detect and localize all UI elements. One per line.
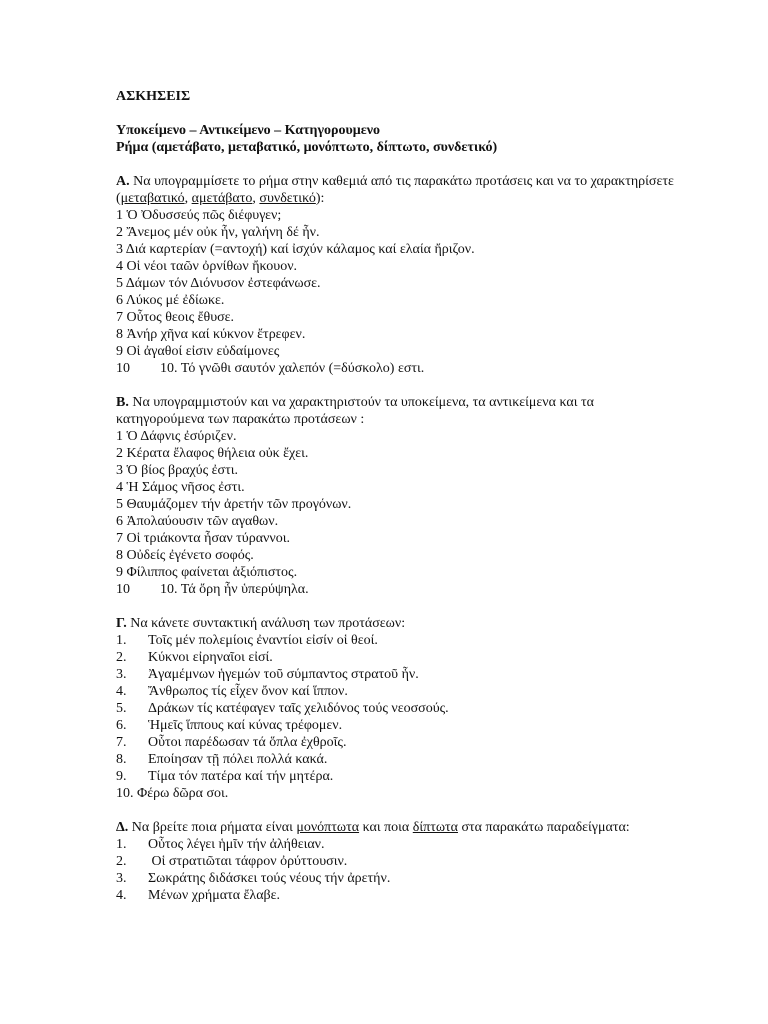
list-item (116, 513, 676, 530)
section-a-term-1: μεταβατικό (120, 191, 185, 206)
item-number: 7 (116, 531, 123, 546)
item-number: 7 (116, 310, 123, 325)
item-number: 8 (116, 327, 123, 342)
section-a-sep-2: , (252, 191, 260, 206)
item-number: 1. (116, 633, 127, 648)
section-a-intro (116, 173, 676, 207)
section-a-intro-end: ): (315, 191, 325, 206)
list-item (116, 836, 676, 853)
item-number: 3 (116, 463, 123, 478)
item-text: Οὗτοι παρέδωσαν τά ὅπλα ἐχθροῖς. (148, 735, 347, 750)
section-b-label: Β. (116, 395, 129, 410)
item-number: 7. (116, 735, 127, 750)
list-item (116, 224, 676, 241)
section-d-label: Δ. (116, 820, 129, 835)
page-title: ΑΣΚΗΣΕΙΣ (116, 89, 191, 104)
item-text: Ἄνθρωπος τίς εἶχεν ὄνον καί ἵππον. (148, 684, 348, 699)
item-text: Ὁ βίος βραχύς ἐστι. (123, 463, 238, 478)
subtitle-verb-types: Ρήμα (αμετάβατο, μεταβατικό, μονόπτωτο, δίπτωτο, συνδετικό) (116, 140, 498, 155)
list-item (116, 428, 676, 445)
item-text: Μένων χρήματα ἔλαβε. (148, 888, 281, 903)
list-item (116, 326, 676, 343)
list-item (116, 309, 676, 326)
list-item (116, 445, 676, 462)
list-item (116, 734, 676, 751)
item-number: 9 (116, 344, 123, 359)
item-text: Ἡμεῖς ἵππους καί κύνας τρέφομεν. (148, 718, 343, 733)
list-item (116, 496, 676, 513)
item-number: 10 (116, 361, 130, 376)
item-text: Δράκων τίς κατέφαγεν ταῖς χελιδόνος τούς νεοσσούς. (148, 701, 449, 716)
item-number: 4. (116, 888, 127, 903)
section-d-intro-end: στα παρακάτω παραδείγματα: (458, 820, 630, 835)
section-b-list (116, 428, 676, 598)
section-g-list (116, 632, 676, 802)
section-d-intro-text: Να βρείτε ποια ρήματα είναι (128, 820, 297, 835)
list-item (116, 564, 676, 581)
item-number: 9 (116, 565, 123, 580)
section-a-label: Α. (116, 174, 130, 189)
list-item (116, 768, 676, 785)
list-item (116, 649, 676, 666)
list-item (116, 360, 676, 377)
item-text: Οἱ νέοι ταῶν ὀρνίθων ἤκουον. (123, 259, 298, 274)
item-text: Ἀγαμέμνων ἡγεμών τοῦ σύμπαντος στρατοῦ ἦν. (148, 667, 419, 682)
section-b-intro (116, 394, 676, 428)
section-g-label: Γ. (116, 616, 127, 631)
list-item (116, 683, 676, 700)
item-text: Τοῖς μέν πολεμίοις ἐναντίοι εἰσίν οἱ θεοί. (148, 633, 378, 648)
list-item (116, 700, 676, 717)
item-text: Οὗτος θεοις ἔθυσε. (123, 310, 235, 325)
section-d-intro-mid: και ποια (359, 820, 413, 835)
item-text: 10. Τά ὄρη ἦν ὑπερύψηλα. (160, 582, 309, 597)
item-text: Ἄνεμος μέν οὐκ ἦν, γαλήνη δέ ἦν. (123, 225, 320, 240)
list-item (116, 207, 676, 224)
item-number: 1. (116, 837, 127, 852)
item-number: 4 (116, 480, 123, 495)
item-number: 2. (116, 854, 127, 869)
item-text: Δάμων τόν Διόνυσον ἐστεφάνωσε. (123, 276, 321, 291)
item-number: 3. (116, 667, 127, 682)
item-text: Ὁ Δάφνις ἐσύριζεν. (123, 429, 237, 444)
section-a-list (116, 207, 676, 377)
subtitle-topics: Υποκείμενο – Αντικείμενο – Κατηγορουμενο (116, 123, 380, 138)
item-text: Φίλιππος φαίνεται ἀξιόπιστος. (123, 565, 298, 580)
item-number: 5. (116, 701, 127, 716)
item-number: 1 (116, 429, 123, 444)
item-number: 4 (116, 259, 123, 274)
item-text: Φέρω δῶρα σοι. (133, 786, 229, 801)
list-item (116, 547, 676, 564)
section-b-intro-text: Να υπογραμμιστούν και να χαρακτηριστούν τα υποκείμενα, τα αντικείμενα και τα κατηγορούμενα των παρακάτω προτάσεων : (116, 395, 594, 427)
list-item (116, 887, 676, 904)
list-item (116, 853, 676, 870)
section-a-sep-1: , (184, 191, 192, 206)
item-text: Κέρατα ἔλαφος θήλεια οὐκ ἔχει. (123, 446, 309, 461)
item-number: 3. (116, 871, 127, 886)
item-number: 6. (116, 718, 127, 733)
document-content (116, 88, 676, 904)
item-text: Οἱ τριάκοντα ἦσαν τύραννοι. (123, 531, 290, 546)
section-d-list (116, 836, 676, 904)
list-item (116, 785, 676, 802)
item-text: Οἱ ἀγαθοί εἰσιν εὐδαίμονες (123, 344, 280, 359)
item-number: 2 (116, 446, 123, 461)
item-text: Θαυμάζομεν τήν ἀρετήν τῶν προγόνων. (123, 497, 352, 512)
item-text: Κύκνοι εἰρηναῖοι εἰσί. (148, 650, 273, 665)
item-number: 10 (116, 582, 130, 597)
item-number: 8 (116, 548, 123, 563)
item-text: 10. Τό γνῶθι σαυτόν χαλεπόν (=δύσκολο) εστι. (160, 361, 425, 376)
item-number: 4. (116, 684, 127, 699)
list-item (116, 258, 676, 275)
list-item (116, 751, 676, 768)
item-text: Οὗτος λέγει ἡμῖν τήν ἀλήθειαν. (148, 837, 325, 852)
item-number: 6 (116, 514, 123, 529)
list-item (116, 479, 676, 496)
list-item (116, 343, 676, 360)
item-number: 5 (116, 276, 123, 291)
section-a-term-3: συνδετικό (259, 191, 316, 206)
item-text: Ὁ Ὀδυσσεύς πῶς διέφυγεν; (123, 208, 282, 223)
section-g-intro-text: Να κάνετε συντακτική ανάλυση των προτάσεων: (126, 616, 406, 631)
section-d-term-2: δίπτωτα (412, 820, 458, 835)
section-a-intro-text: Να υπογραμμίσετε το ρήμα στην καθεμιά από τις παρακάτω προτάσεις και να το χαρακτηρίσετε ( (116, 174, 674, 206)
section-a-term-2: αμετάβατο (191, 191, 253, 206)
item-text: Ἀπολαύουσιν τῶν αγαθων. (123, 514, 279, 529)
item-text: Σωκράτης διδάσκει τούς νέους τήν ἀρετήν. (148, 871, 391, 886)
list-item (116, 292, 676, 309)
section-d-term-1: μονόπτωτα (296, 820, 360, 835)
item-number: 9. (116, 769, 127, 784)
list-item (116, 870, 676, 887)
list-item (116, 666, 676, 683)
item-text: Οὐδείς ἐγένετο σοφός. (123, 548, 254, 563)
item-text: Ἀνήρ χῆνα καί κύκνον ἔτρεφεν. (123, 327, 306, 342)
list-item (116, 717, 676, 734)
item-number: 5 (116, 497, 123, 512)
item-text: Τίμα τόν πατέρα καί τήν μητέρα. (148, 769, 334, 784)
list-item (116, 462, 676, 479)
item-text: Διά καρτερίαν (=αντοχή) καί ἰσχύν κάλαμος καί ελαία ἤριζον. (123, 242, 475, 257)
item-number: 3 (116, 242, 123, 257)
item-number: 2. (116, 650, 127, 665)
item-number: 1 (116, 208, 123, 223)
list-item (116, 241, 676, 258)
item-number: 8. (116, 752, 127, 767)
list-item (116, 632, 676, 649)
item-number: 6 (116, 293, 123, 308)
list-item (116, 530, 676, 547)
item-number: 10. (116, 786, 134, 801)
section-g-intro (116, 615, 676, 632)
section-d-intro (116, 819, 676, 836)
item-number: 2 (116, 225, 123, 240)
item-text: Ἡ Σάμος νῆσος ἐστι. (123, 480, 245, 495)
item-text: Οἱ στρατιῶται τάφρον ὀρύττουσιν. (148, 854, 348, 869)
item-text: Εποίησαν τῇ πόλει πολλά κακά. (148, 752, 328, 767)
list-item (116, 275, 676, 292)
item-text: Λύκος μέ ἐδίωκε. (123, 293, 225, 308)
list-item (116, 581, 676, 598)
